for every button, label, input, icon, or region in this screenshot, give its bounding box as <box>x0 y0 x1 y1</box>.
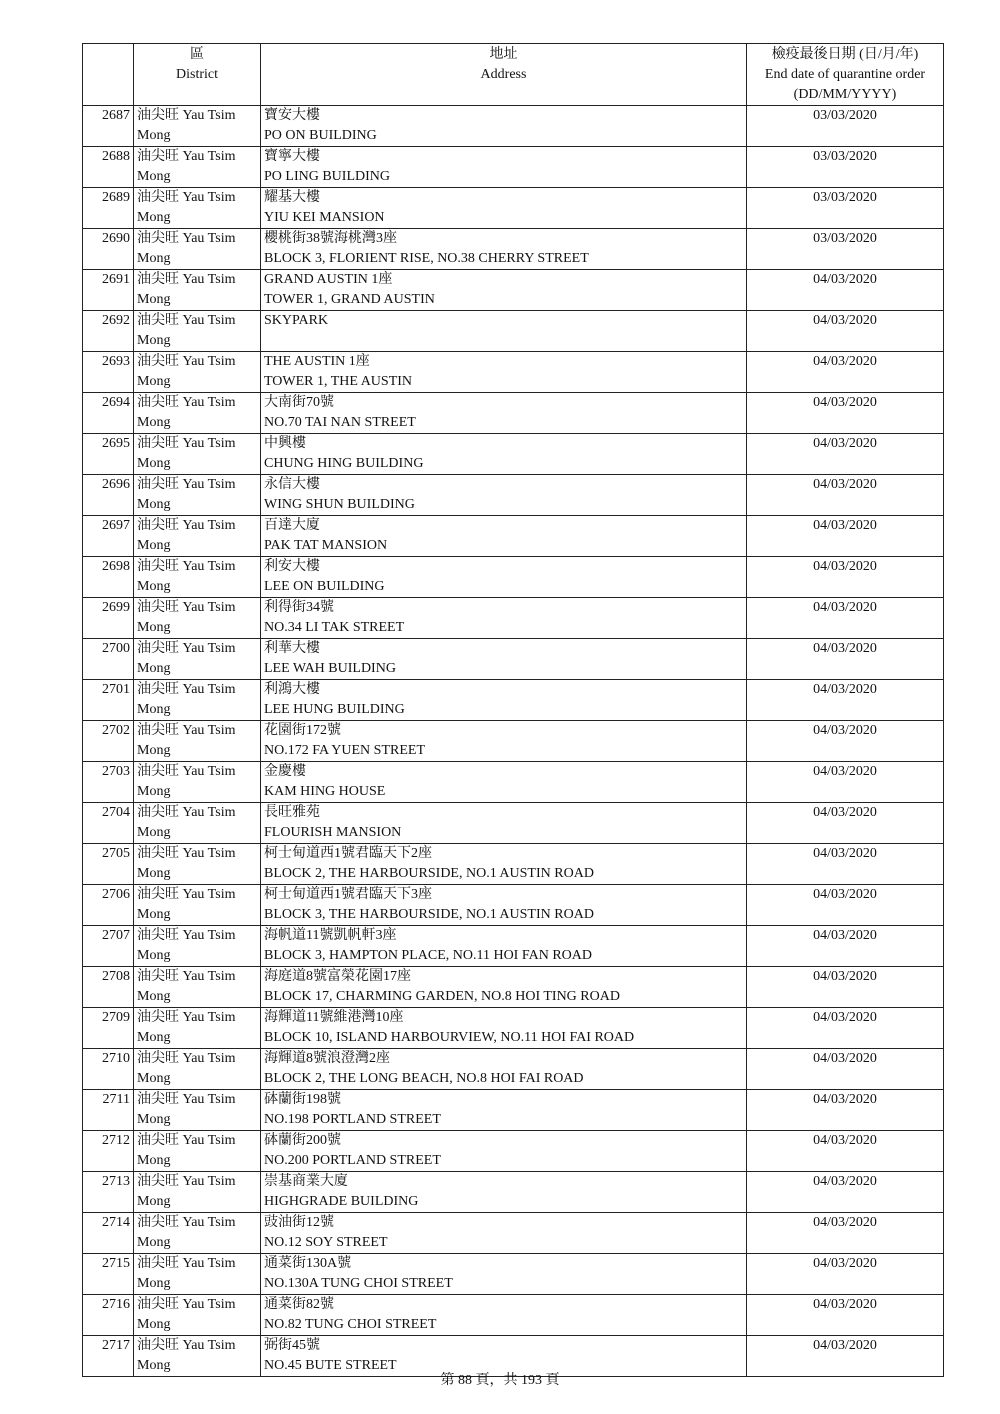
address-en: NO.200 PORTLAND STREET <box>264 1153 441 1168</box>
address-cell <box>261 1254 747 1295</box>
address-zh: 崇基商業大廈 <box>264 1174 348 1189</box>
address-zh: 海輝道11號維港灣10座 <box>264 1010 404 1025</box>
district-line-2: Mong <box>137 866 171 881</box>
table-row <box>83 188 944 229</box>
row-number: 2706 <box>83 885 134 926</box>
address-cell <box>261 352 747 393</box>
district-line-1: 油尖旺 Yau Tsim <box>137 436 236 451</box>
address-zh: 寶寧大樓 <box>264 149 320 164</box>
district-line-1: 油尖旺 Yau Tsim <box>137 1010 236 1025</box>
end-date-cell: 03/03/2020 <box>747 147 944 188</box>
address-cell <box>261 557 747 598</box>
district-line-2: Mong <box>137 292 171 307</box>
table-row <box>83 885 944 926</box>
address-en: NO.198 PORTLAND STREET <box>264 1112 441 1127</box>
address-en: NO.45 BUTE STREET <box>264 1358 397 1373</box>
address-zh: 花園街172號 <box>264 723 341 738</box>
end-date-cell: 04/03/2020 <box>747 475 944 516</box>
district-line-1: 油尖旺 Yau Tsim <box>137 600 236 615</box>
address-cell <box>261 1172 747 1213</box>
district-cell <box>134 926 261 967</box>
address-zh: 豉油街12號 <box>264 1215 334 1230</box>
district-line-1: 油尖旺 Yau Tsim <box>137 518 236 533</box>
district-line-2: Mong <box>137 784 171 799</box>
district-line-2: Mong <box>137 128 171 143</box>
address-zh: 永信大樓 <box>264 477 320 492</box>
address-zh: 海帆道11號凱帆軒3座 <box>264 928 397 943</box>
end-date-cell: 04/03/2020 <box>747 1049 944 1090</box>
address-en: BLOCK 10, ISLAND HARBOURVIEW, NO.11 HOI FAI ROAD <box>264 1030 635 1045</box>
district-line-2: Mong <box>137 620 171 635</box>
district-line-1: 油尖旺 Yau Tsim <box>137 805 236 820</box>
district-cell <box>134 475 261 516</box>
table-row <box>83 1008 944 1049</box>
address-cell <box>261 844 747 885</box>
end-date-cell: 03/03/2020 <box>747 229 944 270</box>
address-zh: 柯士甸道西1號君臨天下2座 <box>264 846 432 861</box>
address-en: CHUNG HING BUILDING <box>264 456 424 471</box>
district-cell <box>134 516 261 557</box>
address-cell <box>261 1049 747 1090</box>
district-line-1: 油尖旺 Yau Tsim <box>137 190 236 205</box>
end-date-cell: 03/03/2020 <box>747 106 944 147</box>
header-address <box>261 44 747 106</box>
address-cell <box>261 1295 747 1336</box>
district-line-1: 油尖旺 Yau Tsim <box>137 477 236 492</box>
row-number: 2712 <box>83 1131 134 1172</box>
address-zh: 金慶樓 <box>264 764 306 779</box>
district-line-1: 油尖旺 Yau Tsim <box>137 1092 236 1107</box>
table-row <box>83 147 944 188</box>
district-line-1: 油尖旺 Yau Tsim <box>137 1256 236 1271</box>
address-cell <box>261 721 747 762</box>
district-line-2: Mong <box>137 251 171 266</box>
end-date-cell: 04/03/2020 <box>747 557 944 598</box>
row-number: 2688 <box>83 147 134 188</box>
address-en: LEE WAH BUILDING <box>264 661 396 676</box>
district-line-2: Mong <box>137 210 171 225</box>
district-cell <box>134 147 261 188</box>
address-en: NO.130A TUNG CHOI STREET <box>264 1276 453 1291</box>
table-row <box>83 393 944 434</box>
row-number: 2713 <box>83 1172 134 1213</box>
address-en: BLOCK 3, HAMPTON PLACE, NO.11 HOI FAN ROAD <box>264 948 592 963</box>
district-cell <box>134 393 261 434</box>
district-line-1: 油尖旺 Yau Tsim <box>137 1051 236 1066</box>
district-cell <box>134 598 261 639</box>
row-number: 2697 <box>83 516 134 557</box>
table-row <box>83 762 944 803</box>
address-cell <box>261 762 747 803</box>
address-zh: 大南街70號 <box>264 395 334 410</box>
row-number: 2698 <box>83 557 134 598</box>
address-zh: 長旺雅苑 <box>264 805 320 820</box>
district-line-1: 油尖旺 Yau Tsim <box>137 272 236 287</box>
address-zh: 砵蘭街198號 <box>264 1092 341 1107</box>
district-cell <box>134 106 261 147</box>
table-row <box>83 1131 944 1172</box>
address-zh: 利得街34號 <box>264 600 334 615</box>
table-row <box>83 844 944 885</box>
district-line-2: Mong <box>137 497 171 512</box>
address-cell <box>261 926 747 967</box>
end-date-cell: 04/03/2020 <box>747 393 944 434</box>
district-line-1: 油尖旺 Yau Tsim <box>137 641 236 656</box>
district-cell <box>134 311 261 352</box>
address-cell <box>261 803 747 844</box>
table-row <box>83 352 944 393</box>
quarantine-address-table <box>82 43 944 1377</box>
address-zh: 百達大廈 <box>264 518 320 533</box>
district-line-2: Mong <box>137 1112 171 1127</box>
end-date-cell: 04/03/2020 <box>747 598 944 639</box>
district-cell <box>134 680 261 721</box>
row-number: 2693 <box>83 352 134 393</box>
address-cell <box>261 680 747 721</box>
address-cell <box>261 229 747 270</box>
address-en: PAK TAT MANSION <box>264 538 388 553</box>
table-row <box>83 434 944 475</box>
end-date-cell: 04/03/2020 <box>747 352 944 393</box>
district-line-1: 油尖旺 Yau Tsim <box>137 149 236 164</box>
address-en: LEE ON BUILDING <box>264 579 385 594</box>
end-date-cell: 04/03/2020 <box>747 1213 944 1254</box>
header-district-zh: 區 <box>190 47 204 62</box>
table-row <box>83 270 944 311</box>
district-cell <box>134 270 261 311</box>
district-line-2: Mong <box>137 579 171 594</box>
address-en: HIGHGRADE BUILDING <box>264 1194 419 1209</box>
table-row <box>83 1049 944 1090</box>
district-line-1: 油尖旺 Yau Tsim <box>137 1338 236 1353</box>
district-cell <box>134 1172 261 1213</box>
row-number: 2689 <box>83 188 134 229</box>
row-number: 2700 <box>83 639 134 680</box>
district-cell <box>134 188 261 229</box>
header-date-en: End date of quarantine order <box>764 67 926 82</box>
address-zh: 海輝道8號浪澄灣2座 <box>264 1051 390 1066</box>
district-line-1: 油尖旺 Yau Tsim <box>137 354 236 369</box>
address-cell <box>261 639 747 680</box>
header-end-date <box>747 44 944 106</box>
row-number: 2695 <box>83 434 134 475</box>
end-date-cell: 04/03/2020 <box>747 1336 944 1377</box>
district-line-2: Mong <box>137 538 171 553</box>
district-cell <box>134 1090 261 1131</box>
address-cell <box>261 1008 747 1049</box>
address-cell <box>261 434 747 475</box>
address-cell <box>261 393 747 434</box>
district-line-2: Mong <box>137 333 171 348</box>
row-number: 2702 <box>83 721 134 762</box>
table-row <box>83 1090 944 1131</box>
header-date-format: (DD/MM/YYYY) <box>793 87 897 102</box>
district-cell <box>134 352 261 393</box>
table-row <box>83 557 944 598</box>
district-line-2: Mong <box>137 374 171 389</box>
row-number: 2691 <box>83 270 134 311</box>
address-en: FLOURISH MANSION <box>264 825 402 840</box>
address-cell <box>261 475 747 516</box>
district-line-1: 油尖旺 Yau Tsim <box>137 1215 236 1230</box>
address-en: NO.172 FA YUEN STREET <box>264 743 425 758</box>
address-zh: 利鴻大樓 <box>264 682 320 697</box>
district-line-1: 油尖旺 Yau Tsim <box>137 1174 236 1189</box>
table-row <box>83 721 944 762</box>
row-number: 2708 <box>83 967 134 1008</box>
address-en: NO.12 SOY STREET <box>264 1235 388 1250</box>
district-cell <box>134 1213 261 1254</box>
address-en: TOWER 1, GRAND AUSTIN <box>264 292 435 307</box>
district-line-2: Mong <box>137 1071 171 1086</box>
district-cell <box>134 1131 261 1172</box>
address-en: BLOCK 17, CHARMING GARDEN, NO.8 HOI TING ROAD <box>264 989 620 1004</box>
table-row <box>83 1254 944 1295</box>
row-number: 2694 <box>83 393 134 434</box>
district-line-2: Mong <box>137 169 171 184</box>
address-cell <box>261 1213 747 1254</box>
address-cell <box>261 147 747 188</box>
table-row <box>83 967 944 1008</box>
address-zh: 中興樓 <box>264 436 306 451</box>
table-row <box>83 106 944 147</box>
end-date-cell: 04/03/2020 <box>747 885 944 926</box>
end-date-cell: 04/03/2020 <box>747 680 944 721</box>
end-date-cell: 04/03/2020 <box>747 1090 944 1131</box>
address-en: BLOCK 2, THE LONG BEACH, NO.8 HOI FAI ROAD <box>264 1071 584 1086</box>
row-number: 2703 <box>83 762 134 803</box>
district-line-2: Mong <box>137 702 171 717</box>
district-cell <box>134 434 261 475</box>
district-cell <box>134 885 261 926</box>
end-date-cell: 04/03/2020 <box>747 434 944 475</box>
row-number: 2707 <box>83 926 134 967</box>
table-row <box>83 1213 944 1254</box>
table-header-row <box>83 44 944 106</box>
table-row <box>83 516 944 557</box>
end-date-cell: 04/03/2020 <box>747 967 944 1008</box>
address-en: TOWER 1, THE AUSTIN <box>264 374 413 389</box>
table-row <box>83 639 944 680</box>
address-cell <box>261 311 747 352</box>
table-row <box>83 1295 944 1336</box>
address-zh: SKYPARK <box>264 313 329 328</box>
address-zh: 櫻桃街38號海桃灣3座 <box>264 231 397 246</box>
address-zh: 通菜街82號 <box>264 1297 334 1312</box>
end-date-cell: 04/03/2020 <box>747 639 944 680</box>
header-date-zh: 檢疫最後日期 (日/月/年) <box>771 47 919 62</box>
district-line-1: 油尖旺 Yau Tsim <box>137 764 236 779</box>
address-en <box>264 331 743 351</box>
header-district <box>134 44 261 106</box>
district-line-2: Mong <box>137 907 171 922</box>
address-zh: 利安大樓 <box>264 559 320 574</box>
address-cell <box>261 1131 747 1172</box>
address-cell <box>261 885 747 926</box>
address-en: KAM HING HOUSE <box>264 784 386 799</box>
district-line-1: 油尖旺 Yau Tsim <box>137 1133 236 1148</box>
district-line-1: 油尖旺 Yau Tsim <box>137 231 236 246</box>
address-en: PO LING BUILDING <box>264 169 390 184</box>
district-line-2: Mong <box>137 661 171 676</box>
address-zh: THE AUSTIN 1座 <box>264 354 370 369</box>
end-date-cell: 04/03/2020 <box>747 270 944 311</box>
row-number: 2705 <box>83 844 134 885</box>
district-cell <box>134 229 261 270</box>
district-line-1: 油尖旺 Yau Tsim <box>137 395 236 410</box>
district-cell <box>134 1254 261 1295</box>
address-cell <box>261 1090 747 1131</box>
district-line-2: Mong <box>137 743 171 758</box>
row-number: 2687 <box>83 106 134 147</box>
end-date-cell: 04/03/2020 <box>747 516 944 557</box>
address-zh: 柯士甸道西1號君臨天下3座 <box>264 887 432 902</box>
table-row <box>83 311 944 352</box>
address-en: NO.70 TAI NAN STREET <box>264 415 416 430</box>
district-line-2: Mong <box>137 948 171 963</box>
district-line-1: 油尖旺 Yau Tsim <box>137 846 236 861</box>
end-date-cell: 04/03/2020 <box>747 1295 944 1336</box>
row-number: 2715 <box>83 1254 134 1295</box>
district-cell <box>134 844 261 885</box>
table-row <box>83 803 944 844</box>
row-number: 2710 <box>83 1049 134 1090</box>
header-number <box>83 44 134 106</box>
district-line-2: Mong <box>137 825 171 840</box>
header-address-zh: 地址 <box>489 47 518 62</box>
district-line-2: Mong <box>137 415 171 430</box>
district-cell <box>134 557 261 598</box>
table-row <box>83 1172 944 1213</box>
district-line-2: Mong <box>137 1276 171 1291</box>
end-date-cell: 04/03/2020 <box>747 844 944 885</box>
address-en: LEE HUNG BUILDING <box>264 702 405 717</box>
district-cell <box>134 762 261 803</box>
table-row <box>83 680 944 721</box>
district-line-2: Mong <box>137 1030 171 1045</box>
district-line-1: 油尖旺 Yau Tsim <box>137 1297 236 1312</box>
district-cell <box>134 803 261 844</box>
table-row <box>83 598 944 639</box>
district-cell <box>134 1008 261 1049</box>
address-zh: 耀基大樓 <box>264 190 320 205</box>
district-line-1: 油尖旺 Yau Tsim <box>137 887 236 902</box>
district-line-2: Mong <box>137 1194 171 1209</box>
address-zh: 弼街45號 <box>264 1338 320 1353</box>
district-line-1: 油尖旺 Yau Tsim <box>137 559 236 574</box>
address-zh: 砵蘭街200號 <box>264 1133 341 1148</box>
address-en: WING SHUN BUILDING <box>264 497 415 512</box>
district-line-1: 油尖旺 Yau Tsim <box>137 313 236 328</box>
address-zh: 利華大樓 <box>264 641 320 656</box>
table-row <box>83 926 944 967</box>
district-line-1: 油尖旺 Yau Tsim <box>137 723 236 738</box>
district-line-2: Mong <box>137 1317 171 1332</box>
end-date-cell: 04/03/2020 <box>747 1172 944 1213</box>
row-number: 2692 <box>83 311 134 352</box>
district-line-2: Mong <box>137 1235 171 1250</box>
address-cell <box>261 270 747 311</box>
address-zh: 寶安大樓 <box>264 108 320 123</box>
district-cell <box>134 967 261 1008</box>
address-en: NO.34 LI TAK STREET <box>264 620 405 635</box>
address-en: NO.82 TUNG CHOI STREET <box>264 1317 437 1332</box>
address-en: YIU KEI MANSION <box>264 210 385 225</box>
district-line-1: 油尖旺 Yau Tsim <box>137 682 236 697</box>
address-zh: 通菜街130A號 <box>264 1256 352 1271</box>
district-line-2: Mong <box>137 1358 171 1373</box>
address-zh: GRAND AUSTIN 1座 <box>264 272 393 287</box>
row-number: 2709 <box>83 1008 134 1049</box>
address-en: BLOCK 2, THE HARBOURSIDE, NO.1 AUSTIN ROAD <box>264 866 594 881</box>
district-cell <box>134 639 261 680</box>
page-footer: 第 88 頁，共 193 頁 <box>440 1373 560 1388</box>
address-cell <box>261 106 747 147</box>
header-address-en: Address <box>480 67 527 82</box>
district-cell <box>134 1295 261 1336</box>
row-number: 2714 <box>83 1213 134 1254</box>
district-line-1: 油尖旺 Yau Tsim <box>137 969 236 984</box>
address-cell <box>261 516 747 557</box>
row-number: 2696 <box>83 475 134 516</box>
row-number: 2699 <box>83 598 134 639</box>
district-line-2: Mong <box>137 456 171 471</box>
end-date-cell: 04/03/2020 <box>747 721 944 762</box>
row-number: 2716 <box>83 1295 134 1336</box>
row-number: 2717 <box>83 1336 134 1377</box>
address-cell <box>261 188 747 229</box>
row-number: 2690 <box>83 229 134 270</box>
header-district-en: District <box>176 67 218 82</box>
end-date-cell: 03/03/2020 <box>747 188 944 229</box>
end-date-cell: 04/03/2020 <box>747 1131 944 1172</box>
address-en: PO ON BUILDING <box>264 128 377 143</box>
end-date-cell: 04/03/2020 <box>747 762 944 803</box>
district-line-1: 油尖旺 Yau Tsim <box>137 108 236 123</box>
district-line-2: Mong <box>137 1153 171 1168</box>
end-date-cell: 04/03/2020 <box>747 926 944 967</box>
address-cell <box>261 967 747 1008</box>
end-date-cell: 04/03/2020 <box>747 311 944 352</box>
address-cell <box>261 598 747 639</box>
table-row <box>83 229 944 270</box>
row-number: 2704 <box>83 803 134 844</box>
end-date-cell: 04/03/2020 <box>747 1008 944 1049</box>
district-line-1: 油尖旺 Yau Tsim <box>137 928 236 943</box>
address-zh: 海庭道8號富榮花園17座 <box>264 969 411 984</box>
address-en: BLOCK 3, THE HARBOURSIDE, NO.1 AUSTIN ROAD <box>264 907 594 922</box>
row-number: 2701 <box>83 680 134 721</box>
district-cell <box>134 1049 261 1090</box>
district-cell <box>134 721 261 762</box>
district-line-2: Mong <box>137 989 171 1004</box>
table-row <box>83 475 944 516</box>
end-date-cell: 04/03/2020 <box>747 803 944 844</box>
address-en: BLOCK 3, FLORIENT RISE, NO.38 CHERRY STREET <box>264 251 589 266</box>
end-date-cell: 04/03/2020 <box>747 1254 944 1295</box>
row-number: 2711 <box>83 1090 134 1131</box>
